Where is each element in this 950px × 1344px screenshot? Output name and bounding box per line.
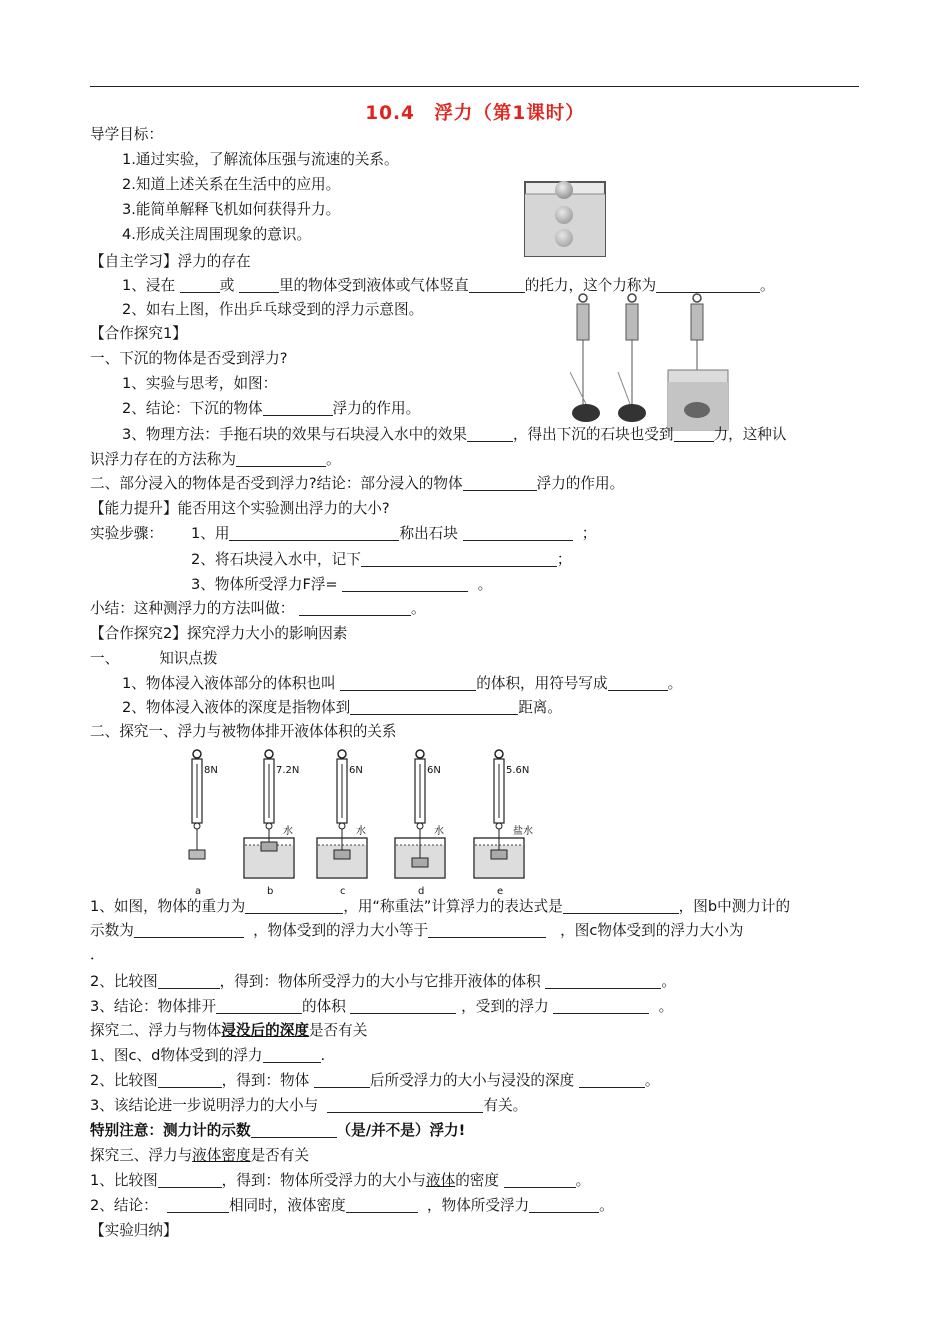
ability-step2: 2、将石块浸入水中，记下 ；	[191, 551, 572, 568]
balance-c-reading: 6N	[349, 765, 363, 776]
ex1-q2: 2、比较图 ，得到：物体所受浮力的大小与它排开液体的体积 。	[90, 973, 676, 990]
coop2-k2: 2、物体浸入液体的深度是指物体到 距离。	[122, 699, 562, 716]
blank[interactable]	[245, 899, 343, 914]
balance-a-hook	[194, 823, 200, 829]
balance-a-reading: 8N	[204, 765, 218, 776]
ability-summary: 小结：这种测浮力的方法叫做： 。	[90, 600, 426, 617]
balance-b-reading: 7.2N	[276, 765, 300, 776]
goal-item: 4.形成关注周围现象的意识。	[122, 226, 312, 243]
goals-heading: 导学目标：	[90, 126, 163, 143]
blank[interactable]	[158, 1073, 222, 1088]
blank[interactable]	[467, 427, 513, 442]
balance-c-hook	[339, 823, 345, 829]
blank[interactable]	[529, 1198, 599, 1213]
top-rule	[90, 86, 859, 87]
blank[interactable]	[263, 401, 333, 416]
self-study-heading: 【自主学习】浮力的存在	[90, 253, 251, 270]
blank[interactable]	[167, 1198, 229, 1213]
blank[interactable]	[251, 1123, 337, 1138]
blank[interactable]	[239, 278, 279, 293]
ability-heading: 【能力提升】能否用这个实验测出浮力的大小?	[90, 500, 390, 517]
ex3-q1: 1、比较图 ，得到：物体所受浮力的大小与液体的密度 。	[90, 1172, 591, 1189]
blank[interactable]	[216, 999, 302, 1014]
blank[interactable]	[656, 278, 760, 293]
blank[interactable]	[158, 1173, 222, 1188]
blank[interactable]	[327, 1098, 483, 1113]
balance-e-ring	[495, 750, 503, 758]
ex1-q1b: 示数为 ，物体受到的浮力大小等于 ，图c物体受到的浮力大小为	[90, 922, 744, 939]
blank[interactable]	[674, 427, 714, 442]
balance-b-caption: b	[267, 886, 274, 896]
balance-e-block	[491, 850, 507, 859]
blank[interactable]	[463, 476, 537, 491]
balance-c-ring	[338, 750, 346, 758]
blank[interactable]	[134, 923, 244, 938]
blank[interactable]	[504, 1173, 576, 1188]
blank[interactable]	[340, 676, 476, 691]
blank[interactable]	[545, 974, 661, 989]
blank[interactable]	[608, 676, 668, 691]
blank[interactable]	[180, 278, 220, 293]
ex2-q3: 3、该结论进一步说明浮力的大小与 有关。	[90, 1097, 528, 1114]
balance-d-block	[412, 858, 428, 867]
ex2-title: 探究二、浮力与物体浸没后的深度是否有关	[90, 1022, 368, 1039]
spring-scale-photo-figure	[570, 292, 770, 432]
blank[interactable]	[350, 700, 518, 715]
coop1-part2: 二、部分浸入的物体是否受到浮力?结论：部分浸入的物体 浮力的作用。	[90, 475, 625, 492]
page-title: 10.4 浮力（第1课时）	[365, 103, 585, 124]
self-study-q1: 1、浸在 或 里的物体受到液体或气体竖直 的托力，这个力称为 。	[122, 277, 775, 294]
balance-a-ring	[193, 750, 201, 758]
balance-b-liquid-label: 水	[283, 826, 293, 837]
balance-d-reading: 6N	[427, 765, 441, 776]
blank[interactable]	[463, 526, 573, 541]
balance-a-block	[189, 850, 205, 859]
balance-d-liquid-label: 水	[434, 826, 444, 837]
blank[interactable]	[314, 1073, 370, 1088]
balance-b-hook	[266, 823, 272, 829]
balance-d-caption: d	[418, 886, 425, 896]
coop1-s1: 1、实验与思考，如图：	[122, 375, 278, 392]
balance-c-caption: c	[340, 886, 346, 896]
blank[interactable]	[553, 999, 649, 1014]
coop1-s3a: 3、物理方法：手拖石块的效果与石块浸入水中的效果 ，得出下沉的石块也受到 力，这种认	[122, 426, 787, 443]
blank[interactable]	[263, 1048, 321, 1063]
ex1-q1a: 1、如图，物体的重力为 ，用“称重法”计算浮力的表达式是 ，图b中测力计的	[90, 898, 791, 915]
coop1-s3b: 识浮力存在的方法称为 。	[90, 451, 341, 468]
ex3-q2: 2、结论： 相同时，液体密度 ，物体所受浮力 。	[90, 1197, 614, 1214]
pingpong-beaker-figure	[522, 176, 608, 258]
ex3-title: 探究三、浮力与液体密度是否有关	[90, 1147, 309, 1164]
summary-heading: 【实验归纳】	[90, 1222, 178, 1239]
blank[interactable]	[350, 999, 456, 1014]
blank[interactable]	[428, 923, 546, 938]
balance-e-reading: 5.6N	[506, 765, 530, 776]
ex2-q2: 2、比较图 ，得到：物体 后所受浮力的大小与浸没的深度 。	[90, 1072, 660, 1089]
blank[interactable]	[579, 1073, 645, 1088]
blank[interactable]	[236, 452, 326, 467]
self-study-q2: 2、如右上图，作出乒乓球受到的浮力示意图。	[122, 301, 424, 318]
coop1-heading: 【合作探究1】	[90, 325, 187, 342]
coop2-k1: 1、物体浸入液体部分的体积也叫 的体积，用符号写成 。	[122, 675, 683, 692]
blank[interactable]	[299, 601, 411, 616]
blank[interactable]	[563, 899, 679, 914]
coop1-s2: 2、结论：下沉的物体 浮力的作用。	[122, 400, 421, 417]
balance-d-ring	[416, 750, 424, 758]
balance-b-ring	[265, 750, 273, 758]
balance-d-hook	[417, 823, 423, 829]
special-note: 特别注意：测力计的示数 （是/并不是）浮力!	[90, 1122, 466, 1139]
steps-label: 实验步骤：	[90, 525, 163, 542]
coop2-part1: 一、 知识点拨	[90, 650, 218, 667]
blank[interactable]	[158, 974, 220, 989]
blank[interactable]	[229, 526, 399, 541]
ex1-q1c: ．	[90, 946, 105, 963]
balance-c-block	[334, 850, 350, 859]
ex1-q3: 3、结论：物体排开 的体积 ，受到的浮力 。	[90, 998, 674, 1015]
blank[interactable]	[469, 278, 525, 293]
balance-e-caption: e	[497, 886, 504, 896]
balance-b-block	[261, 842, 277, 851]
balance-e-hook	[496, 823, 502, 829]
goal-item: 1.通过实验，了解流体压强与流速的关系。	[122, 151, 399, 168]
blank[interactable]	[346, 1198, 418, 1213]
coop1-part1: 一、下沉的物体是否受到浮力?	[90, 350, 288, 367]
coop2-heading: 【合作探究2】探究浮力大小的影响因素	[90, 625, 348, 642]
balance-e-liquid-label: 盐水	[513, 826, 533, 837]
blank[interactable]	[342, 577, 468, 592]
ability-step3: 3、物体所受浮力F浮= 。	[191, 576, 493, 593]
blank[interactable]	[361, 552, 557, 567]
balance-a-caption: a	[195, 886, 202, 896]
goal-item: 2.知道上述关系在生活中的应用。	[122, 176, 341, 193]
spring-balance-figure	[170, 746, 550, 896]
goal-item: 3.能简单解释飞机如何获得升力。	[122, 201, 341, 218]
ability-step1: 1、用 称出石块 ；	[191, 525, 597, 542]
coop2-part2: 二、探究一、浮力与被物体排开液体体积的关系	[90, 723, 397, 740]
balance-c-liquid-label: 水	[356, 826, 366, 837]
ex2-q1: 1、图c、d物体受到的浮力 .	[90, 1047, 326, 1064]
